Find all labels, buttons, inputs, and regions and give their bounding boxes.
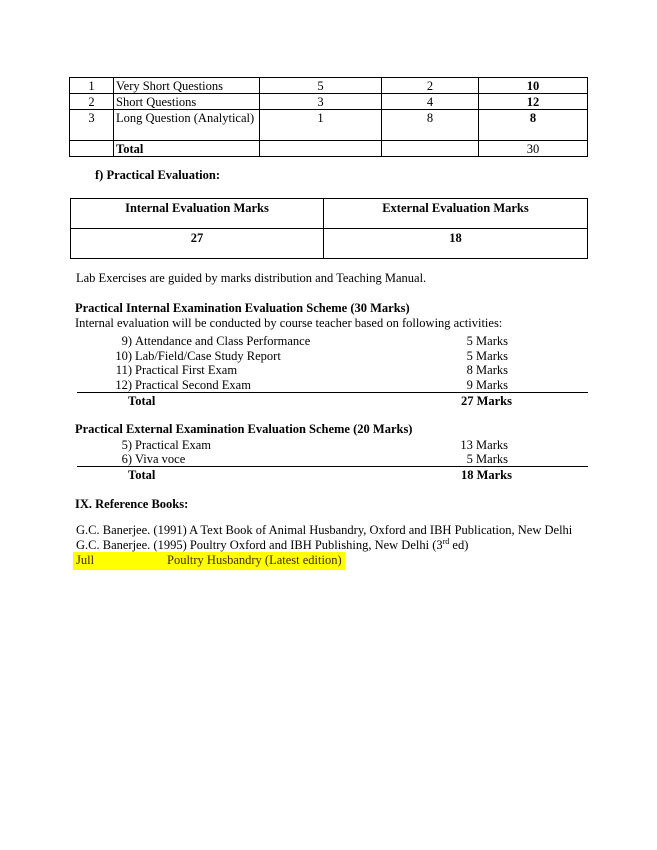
reference-entry: G.C. Banerjee. (1991) A Text Book of Animal Husbandry, Oxford and IBH Publication, New Delhi <box>76 523 573 537</box>
internal-total-row <box>0 394 657 409</box>
internal-marks-header-cell: Internal Evaluation Marks <box>71 199 324 229</box>
internal-scheme-heading: Practical Internal Examination Evaluation Scheme (30 Marks) <box>75 301 410 315</box>
item-marks: 8 Marks <box>466 363 508 377</box>
table-value-row <box>71 229 588 259</box>
item-number: 11) <box>115 363 132 377</box>
table-row <box>70 78 588 94</box>
total-label: Total <box>128 394 156 408</box>
count-cell: 5 <box>260 78 382 94</box>
reference-title: Poultry Husbandry (Latest edition) <box>167 553 342 567</box>
table-header-row <box>71 199 588 229</box>
list-item <box>0 334 657 349</box>
highlighted-reference-entry <box>73 552 345 570</box>
internal-marks-value-cell: 27 <box>71 229 324 259</box>
reference-text: G.C. Banerjee. (1995) Poultry Oxford and IBH Publishing, New Delhi (3 <box>76 538 443 552</box>
total-marks: 18 Marks <box>460 468 512 482</box>
weight-cell: 8 <box>382 110 479 141</box>
question-type-cell: Long Question (Analytical) <box>114 110 260 141</box>
count-cell: 1 <box>260 110 382 141</box>
practical-evaluation-heading: f) Practical Evaluation: <box>95 168 220 182</box>
item-marks: 5 Marks <box>466 349 508 363</box>
total-marks-cell: 30 <box>479 141 588 157</box>
weight-cell: 4 <box>382 94 479 110</box>
practical-evaluation-table <box>70 198 588 259</box>
empty-cell <box>70 141 114 157</box>
item-number: 12) <box>115 378 132 392</box>
lab-note: Lab Exercises are guided by marks distribution and Teaching Manual. <box>76 271 427 285</box>
table-row <box>70 110 588 141</box>
table-row <box>70 94 588 110</box>
row-number-cell: 1 <box>70 78 114 94</box>
reference-author: Jull <box>76 553 95 567</box>
ordinal-superscript: rd <box>442 536 450 546</box>
empty-cell <box>382 141 479 157</box>
internal-scheme-intro: Internal evaluation will be conducted by course teacher based on following activities: <box>75 316 503 330</box>
total-label-cell: Total <box>114 141 260 157</box>
list-item <box>0 349 657 364</box>
item-marks: 5 Marks <box>466 452 508 466</box>
list-item <box>0 438 657 453</box>
external-marks-header-cell: External Evaluation Marks <box>324 199 588 229</box>
marks-cell: 10 <box>479 78 588 94</box>
question-type-cell: Very Short Questions <box>114 78 260 94</box>
list-item <box>0 452 657 467</box>
row-number-cell: 2 <box>70 94 114 110</box>
item-label: Practical Second Exam <box>135 378 251 392</box>
item-label: Attendance and Class Performance <box>135 334 311 348</box>
external-marks-value-cell: 18 <box>324 229 588 259</box>
reference-entry <box>76 538 468 553</box>
count-cell: 3 <box>260 94 382 110</box>
reference-books-heading: IX. Reference Books: <box>75 497 189 511</box>
item-label: Practical Exam <box>135 438 212 452</box>
item-number: 10) <box>115 349 132 363</box>
item-marks: 9 Marks <box>466 378 508 392</box>
total-label: Total <box>128 468 156 482</box>
external-total-row <box>0 468 657 483</box>
reference-text: ed) <box>449 538 469 552</box>
list-item <box>0 363 657 378</box>
item-marks: 13 Marks <box>460 438 508 452</box>
question-type-cell: Short Questions <box>114 94 260 110</box>
external-scheme-heading: Practical External Examination Evaluation Scheme (20 Marks) <box>75 422 413 436</box>
marks-cell: 8 <box>479 110 588 141</box>
weight-cell: 2 <box>382 78 479 94</box>
row-number-cell: 3 <box>70 110 114 141</box>
list-item <box>0 378 657 393</box>
item-label: Viva voce <box>135 452 186 466</box>
item-number: 5) <box>121 438 132 452</box>
total-divider-line <box>77 392 588 393</box>
total-marks: 27 Marks <box>460 394 512 408</box>
table-total-row <box>70 141 588 157</box>
item-label: Lab/Field/Case Study Report <box>135 349 281 363</box>
empty-cell <box>260 141 382 157</box>
question-marks-table <box>69 77 588 157</box>
item-number: 6) <box>121 452 132 466</box>
marks-cell: 12 <box>479 94 588 110</box>
total-divider-line <box>77 466 588 467</box>
item-marks: 5 Marks <box>466 334 508 348</box>
item-label: Practical First Exam <box>135 363 238 377</box>
item-number: 9) <box>121 334 132 348</box>
